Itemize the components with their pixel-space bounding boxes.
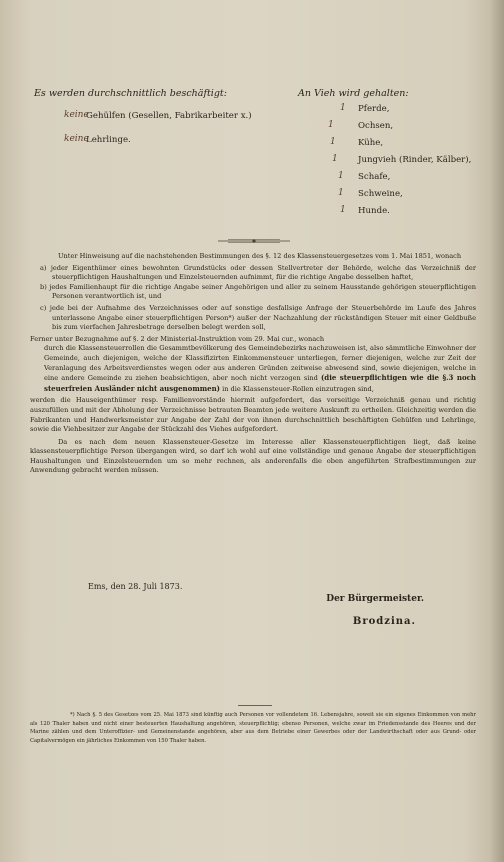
paragraph-population — [30, 344, 476, 394]
livestock-label-cows: Kühe, — [358, 138, 384, 148]
paragraph-item-b: b) jedes Familienhaupt für die richtige Angabe seiner Angehörigen und aller zu seinem Hausstande gehörigen steuerpflichtigen Personen verantwortlich ist, und — [40, 282, 476, 301]
regulation-text — [30, 252, 476, 476]
mayor-title: Der Bürgermeister. — [326, 594, 424, 604]
livestock-label-sheep: Schafe, — [358, 172, 391, 182]
paragraph-request: werden die Hauseigenthümer resp. Familienvorstände hiermit aufgefordert, das vorseitige Verzeichniß genau und richtig auszufüllen und mit der Abholung der Verzeichnisse betrauten Beamten jede weitere Auskunft zu ertheilen. Gleichzeitig werden die Fabrikanten und Handwerksmeister zur Angabe der Zahl der von ihnen durchschnittlich beschäftigten Gehülfen und Lehrlinge, sowie die Viehbesitzer zur Angabe der Stückzahl des Viehes aufgefordert. — [30, 396, 476, 434]
livestock-count-dogs: 1 — [340, 205, 346, 215]
population-text: durch die Klassensteuerrollen die Gesammtbevölkerung des Gemeindebezirks nachzuweisen ist, also sämmtliche Einwohner der Gemeinde, auch diejenigen, welche der Klassifizirten Einkommensteuer unterliegen, ferner diejenigen, welche zur Zeit der Veranlagung des Arbeitsverdienstes wegen oder aus anderen Gründen zeitweise abwesend sind, sowie diejenigen, welche in eine andere Gemeinde zu ziehen beabsichtigen, aber noch nicht verzogen sind — [44, 344, 476, 383]
livestock-count-horses: 1 — [340, 103, 346, 113]
livestock-count-cows: 1 — [330, 137, 336, 147]
faded-heading-bleedthrough — [150, 42, 370, 56]
paragraph-ferner: Ferner unter Bezugnahme auf §. 2 der Ministerial-Instruktion vom 29. Mai cur., wonach — [30, 334, 325, 343]
livestock-label-pigs: Schweine, — [358, 189, 403, 199]
staff-count-apprentices: keine — [64, 134, 89, 144]
population-text-end: in die Klassensteuer-Rollen einzutragen sind, — [222, 384, 374, 393]
livestock-section — [298, 88, 498, 219]
livestock-row-cows — [298, 136, 498, 151]
paragraph-item-a: a) jeder Eigenthümer eines bewohnten Grundstücks oder dessen Stellvertreter der Behörde, welche das Verzeichniß der steuerpflichtigen Haushaltungen und Einzelsteuernden aufnimmt, für die richtige Angabe desselben haftet, — [40, 263, 476, 282]
foreigners-bold-note: (die steuerpflichtigen wie die §.3 noch steuerfreien Ausländer nicht ausgenommen) — [44, 373, 476, 393]
livestock-label-dogs: Hunde. — [358, 206, 390, 216]
livestock-count-young-cattle: 1 — [332, 154, 338, 164]
livestock-row-young-cattle — [298, 153, 498, 168]
livestock-count-pigs: 1 — [338, 188, 344, 198]
livestock-label-young-cattle: Jungvieh (Rinder, Kälber), — [358, 155, 472, 165]
staff-header: Es werden durchschnittlich beschäftigt: — [34, 88, 227, 99]
livestock-row-oxen — [298, 119, 498, 134]
livestock-row-horses — [298, 102, 498, 117]
livestock-header: An Vieh wird gehalten: — [298, 88, 409, 99]
staff-count-assistants: keine — [64, 110, 89, 120]
livestock-row-dogs — [298, 204, 498, 219]
livestock-label-horses: Pferde, — [358, 104, 390, 114]
livestock-row-sheep — [298, 170, 498, 185]
paragraph-closing: Da es nach dem neuen Klassensteuer-Gesetze im Interesse aller Klassensteuerpflichtigen liegt, daß keine klassensteuerpflichtige Person übergangen wird, so darf ich wohl auf eine vollständige und genaue Angabe der steuerpflichtigen Haushaltungen und Einzelsteuernden um so mehr rechnen, als anderenfalls die oben angeführten Strafbestimmungen zur Anwendung gebracht werden müssen. — [30, 437, 476, 475]
livestock-label-oxen: Ochsen, — [358, 121, 394, 131]
staff-section — [34, 88, 264, 148]
staff-row-apprentices — [34, 133, 264, 148]
staff-label-apprentices: Lehrlinge. — [86, 135, 131, 145]
livestock-count-oxen: 1 — [328, 120, 334, 130]
ornamental-divider — [218, 238, 290, 244]
livestock-row-pigs — [298, 187, 498, 202]
footnote: *) Nach §. 5 des Gesetzes vom 25. Mai 1873 sind künftig auch Personen vor vollendetem 16. Lebensjahre, soweit sie ein eigenes Einkommen von mehr als 120 Thaler haben und nicht einer besteuerten Haushaltung angehören, steuerpflichtig; ebenso Personen, welche zwar im Friedensstande des Heeres und der Marine zählen und dem Unteroffizier- und Gemeinenstande angehören, aber aus dem Betriebe einer Gewerbes oder der Landwirthschaft oder aus Grund- oder Capitalvermögen ein jährliches Einkommen von 150 Thaler haben. — [30, 712, 476, 744]
staff-label-assistants: Gehülfen (Gesellen, Fabrikarbeiter x.) — [86, 111, 252, 121]
staff-row-assistants — [34, 109, 264, 124]
mayor-name: Brodzina. — [352, 616, 416, 627]
footnote-rule — [238, 705, 272, 706]
paragraph-item-c: c) jede bei der Aufnahme des Verzeichnisses oder auf sonstige desfallsige Anfrage der Steuerbehörde im Laufe des Jahres unterlassene Angabe einer steuerpflichtigen Person*) außer der Nachzahlung der rückständigen Steuer mit einer Geldbuße bis zum vierfachen Jahresbetrage derselben belegt werden soll, — [40, 303, 476, 332]
paragraph-intro: Unter Hinweisung auf die nachstehenden Bestimmungen des §. 12 des Klassensteuergesetzes vom 1. Mai 1851, wonach — [58, 252, 462, 260]
livestock-count-sheep: 1 — [338, 171, 344, 181]
place-date: Ems, den 28. Juli 1873. — [88, 582, 183, 591]
